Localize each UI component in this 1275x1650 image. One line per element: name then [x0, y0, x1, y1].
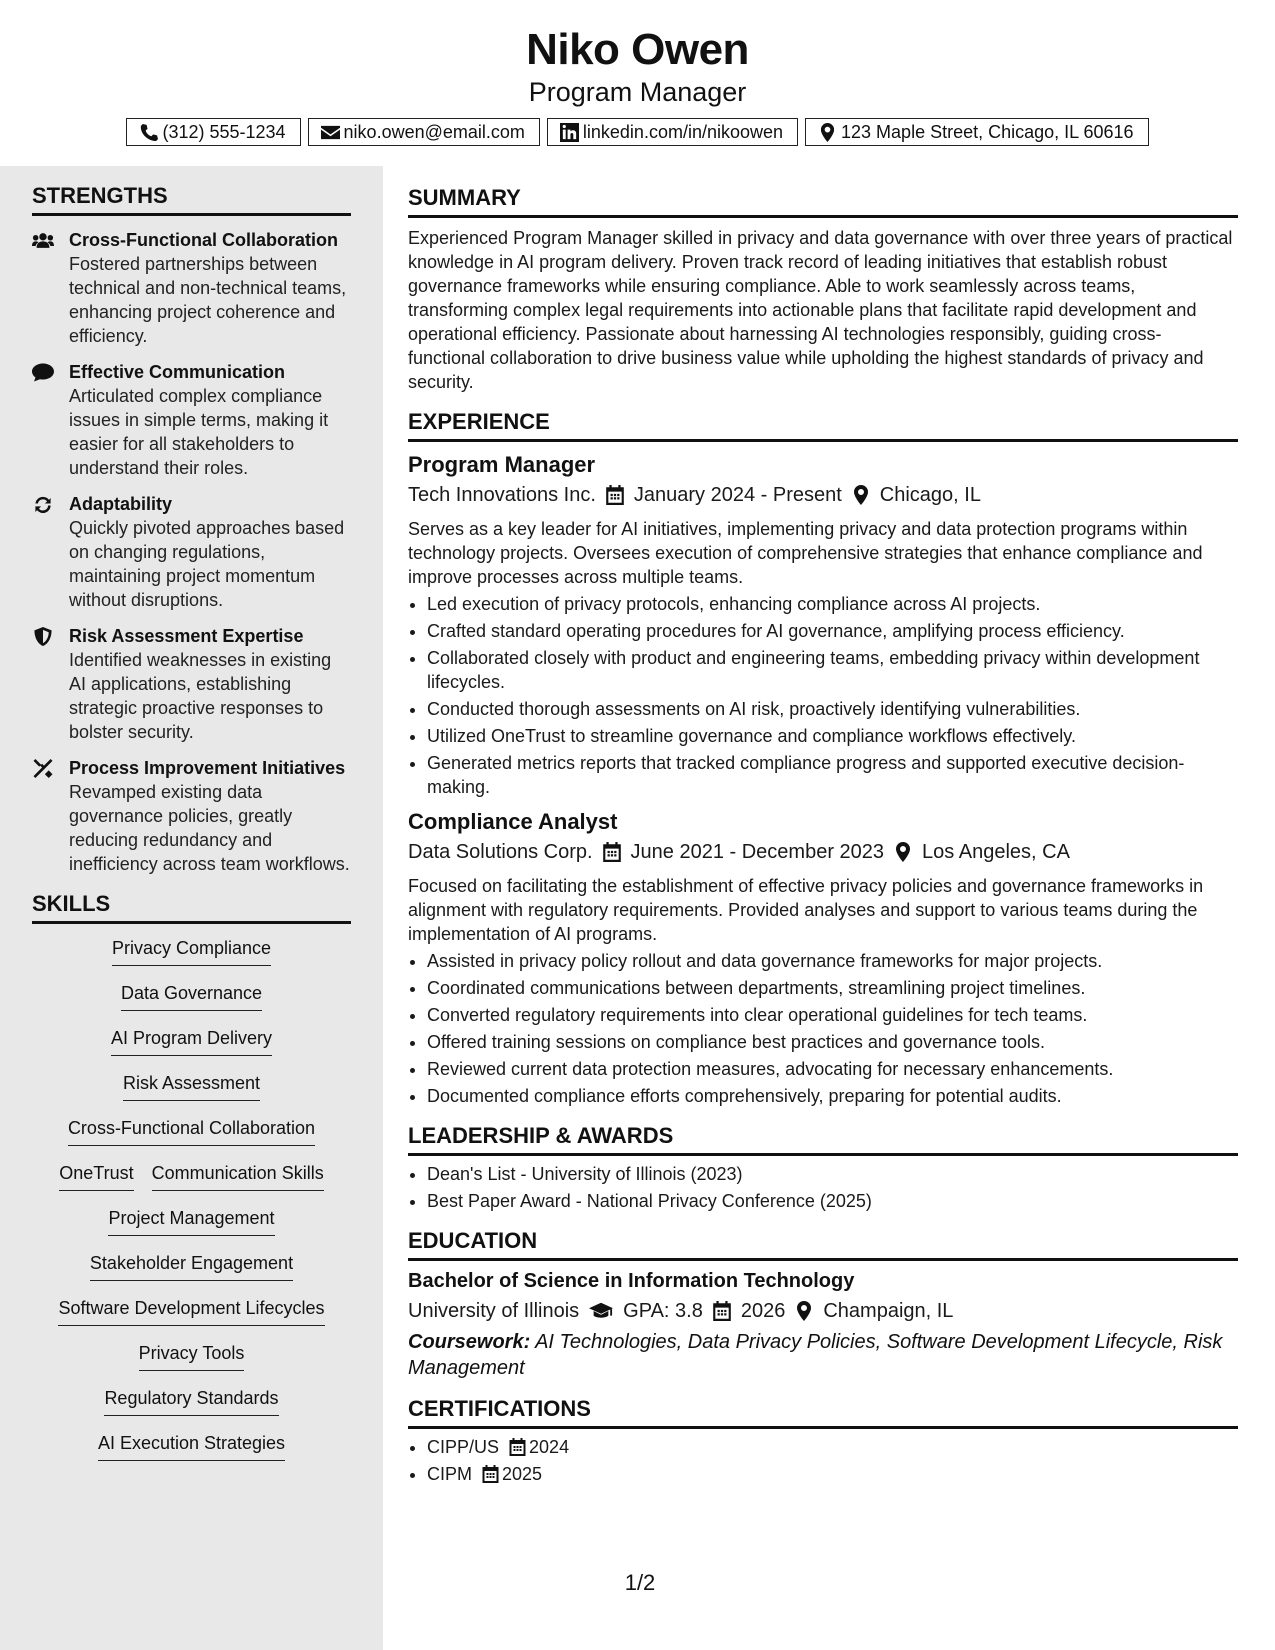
- contact-email[interactable]: [308, 118, 540, 146]
- job-bullets: [408, 949, 1238, 1108]
- job-location: Chicago, IL: [879, 484, 981, 506]
- experience-heading: EXPERIENCE: [408, 408, 1238, 442]
- skill-tag: Risk Assessment: [123, 1071, 260, 1101]
- cert-year: 2025: [502, 1464, 543, 1484]
- school-location: Champaign, IL: [823, 1300, 954, 1322]
- contact-linkedin[interactable]: [547, 118, 798, 146]
- candidate-name: Niko Owen: [526, 25, 749, 74]
- strength-name: Adaptability: [69, 494, 173, 514]
- list-item: [427, 1462, 1238, 1486]
- users-icon: [32, 231, 54, 250]
- strength-item: [32, 228, 351, 348]
- skills-heading: SKILLS: [32, 890, 351, 924]
- linkedin-icon: [560, 123, 579, 142]
- contact-phone[interactable]: [126, 118, 300, 146]
- list-item: • Conducted thorough assessments on AI risk, proactively identifying vulnerabilities.: [427, 697, 1238, 721]
- map-pin-icon: [818, 123, 837, 142]
- skill-tag: Communication Skills: [152, 1161, 324, 1191]
- refresh-icon: [32, 495, 54, 514]
- speech-bubble-icon: [32, 363, 54, 382]
- skill-tag: AI Program Delivery: [111, 1026, 272, 1056]
- skill-tag: AI Execution Strategies: [98, 1431, 285, 1461]
- school-name: University of Illinois: [408, 1300, 580, 1322]
- cert-name: • CIPM: [427, 1464, 472, 1484]
- envelope-icon: [321, 123, 340, 142]
- job-role: Program Manager: [408, 452, 596, 477]
- graduation-cap-icon: [589, 1301, 613, 1321]
- skills-list: [32, 936, 351, 1476]
- job-company: Tech Innovations Inc.: [408, 484, 596, 506]
- list-item: • Led execution of privacy protocols, enhancing compliance across AI projects.: [427, 592, 1238, 616]
- skill-tag: Privacy Compliance: [112, 936, 271, 966]
- strength-name: Process Improvement Initiatives: [69, 758, 346, 778]
- shield-icon: [32, 627, 54, 646]
- gpa: GPA: 3.8: [623, 1300, 703, 1322]
- job-dates: June 2021 - December 2023: [630, 841, 885, 863]
- list-item: • Collaborated closely with product and engineering teams, embedding privacy within development lifecycles.: [427, 646, 1238, 694]
- strength-desc: Identified weaknesses in existing AI applications, establishing strategic proactive responses to bolster security.: [69, 650, 332, 742]
- strength-item: [32, 360, 351, 480]
- job-meta: [408, 481, 1238, 509]
- list-item: • Crafted standard operating procedures for AI governance, amplifying process efficiency.: [427, 619, 1238, 643]
- coursework-text: AI Technologies, Data Privacy Policies, Software Development Lifecycle, Risk Management: [408, 1331, 1223, 1379]
- job-entry: [408, 451, 1238, 799]
- job-bullets: [408, 592, 1238, 799]
- list-item: • Reviewed current data protection measures, advocating for necessary enhancements.: [427, 1057, 1238, 1081]
- job-meta: [408, 838, 1238, 866]
- certifications-list: [408, 1435, 1238, 1486]
- list-item: • Assisted in privacy policy rollout and data governance frameworks for major projects.: [427, 949, 1238, 973]
- map-pin-icon: [795, 1301, 813, 1321]
- strength-item: [32, 624, 351, 744]
- address-text: 123 Maple Street, Chicago, IL 60616: [841, 121, 1134, 142]
- resume-header: [0, 0, 1275, 146]
- list-item: [427, 1435, 1238, 1459]
- list-item: • Converted regulatory requirements into clear operational guidelines for tech teams.: [427, 1003, 1238, 1027]
- calendar-icon: [603, 842, 621, 862]
- map-pin-icon: [894, 842, 912, 862]
- certifications-heading: CERTIFICATIONS: [408, 1395, 1238, 1429]
- coursework: [408, 1329, 1238, 1381]
- contact-address[interactable]: [805, 118, 1149, 146]
- strength-desc: Articulated complex compliance issues in simple terms, making it easier for all stakeholders to understand their roles.: [69, 386, 329, 478]
- list-item: • Generated metrics reports that tracked compliance progress and supported executive decision-making.: [427, 751, 1238, 799]
- candidate-title: Program Manager: [528, 77, 747, 107]
- cert-year: 2024: [529, 1437, 570, 1457]
- skill-tag: Software Development Lifecycles: [58, 1296, 324, 1326]
- awards-list: [408, 1162, 1238, 1213]
- linkedin-text: linkedin.com/in/nikoowen: [582, 121, 784, 142]
- strength-desc: Fostered partnerships between technical and non-technical teams, enhancing project coherence and efficiency.: [69, 254, 347, 346]
- job-description: Serves as a key leader for AI initiatives, implementing privacy and data protection programs within technology projects. Oversees execution of comprehensive strategies that enhance compliance and improve processes across multiple teams.: [408, 519, 1203, 587]
- summary-text: Experienced Program Manager skilled in privacy and data governance with over three years of practical knowledge in AI program delivery. Proven track record of leading initiatives that establish robust governance frameworks while ensuring compliance. Able to work seamlessly across teams, transforming complex legal requirements into actionable plans that facilitate rapid development and operational efficiency. Passionate about harnessing AI technologies responsibly, guiding cross-functional collaboration to drive business value while upholding the highest standards of privacy and security.: [408, 228, 1233, 392]
- strength-name: Effective Communication: [69, 362, 286, 382]
- list-item: • Best Paper Award - National Privacy Conference (2025): [427, 1189, 1238, 1213]
- strengths-list: [32, 228, 351, 876]
- page-number: 1/2: [624, 1570, 656, 1595]
- skills-section: [32, 890, 351, 1476]
- calendar-icon: [606, 485, 624, 505]
- skill-tag: Privacy Tools: [139, 1341, 245, 1371]
- graduation-year: 2026: [740, 1300, 786, 1322]
- leadership-heading: LEADERSHIP & AWARDS: [408, 1122, 1238, 1156]
- education-heading: EDUCATION: [408, 1227, 1238, 1261]
- strength-desc: Revamped existing data governance policies, greatly reducing redundancy and inefficiency across team workflows.: [69, 782, 350, 874]
- list-item: • Dean's List - University of Illinois (2023): [427, 1162, 1238, 1186]
- skill-tag: Stakeholder Engagement: [90, 1251, 293, 1281]
- job-entry: [408, 808, 1238, 1108]
- map-pin-icon: [852, 485, 870, 505]
- list-item: • Documented compliance efforts comprehensively, preparing for potential audits.: [427, 1084, 1238, 1108]
- degree-name: Bachelor of Science in Information Technology: [408, 1270, 855, 1292]
- list-item: • Coordinated communications between departments, streamlining project timelines.: [427, 976, 1238, 1000]
- calendar-icon: [509, 1438, 526, 1456]
- phone-icon: [139, 123, 158, 142]
- skill-tag: Data Governance: [121, 981, 262, 1011]
- list-item: • Offered training sessions on compliance best practices and governance tools.: [427, 1030, 1238, 1054]
- strength-item: [32, 756, 351, 876]
- job-description: Focused on facilitating the establishment of effective privacy policies and governance frameworks in alignment with regulatory requirements. Provided analyses and support to various teams during the implementation of AI programs.: [408, 876, 1204, 944]
- skill-tag: OneTrust: [59, 1161, 133, 1191]
- summary-heading: SUMMARY: [408, 184, 1238, 218]
- job-role: Compliance Analyst: [408, 809, 618, 834]
- contact-bar: [0, 118, 1275, 146]
- job-location: Los Angeles, CA: [922, 841, 1070, 863]
- strength-desc: Quickly pivoted approaches based on changing regulations, maintaining project momentum without disruptions.: [69, 518, 345, 610]
- education-meta: [408, 1297, 1238, 1325]
- job-company: Data Solutions Corp.: [408, 841, 593, 863]
- strength-item: [32, 492, 351, 612]
- tools-icon: [32, 759, 54, 778]
- skill-tag: Project Management: [108, 1206, 274, 1236]
- strength-name: Cross-Functional Collaboration: [69, 230, 339, 250]
- strengths-heading: STRENGTHS: [32, 182, 351, 216]
- skill-tag: Cross-Functional Collaboration: [68, 1116, 315, 1146]
- calendar-icon: [713, 1301, 731, 1321]
- main-column: [408, 166, 1238, 1486]
- coursework-label: Coursework:: [408, 1331, 531, 1353]
- cert-name: • CIPP/US: [427, 1437, 500, 1457]
- strength-name: Risk Assessment Expertise: [69, 626, 304, 646]
- job-dates: January 2024 - Present: [633, 484, 842, 506]
- skill-tag: Regulatory Standards: [104, 1386, 278, 1416]
- list-item: • Utilized OneTrust to streamline governance and compliance workflows effectively.: [427, 724, 1238, 748]
- email-text: niko.owen@email.com: [343, 121, 525, 142]
- sidebar: [0, 166, 383, 1650]
- phone-text: (312) 555-1234: [162, 121, 286, 142]
- calendar-icon: [482, 1465, 499, 1483]
